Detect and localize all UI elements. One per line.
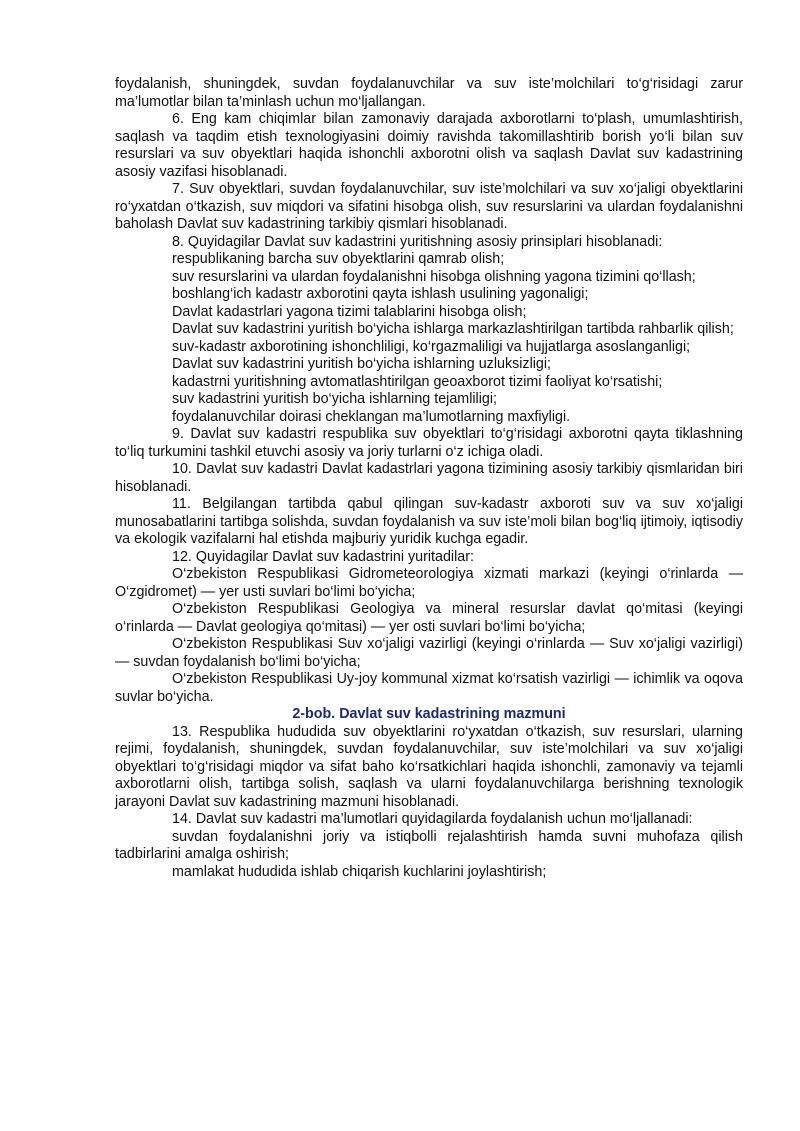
paragraph: 13. Respublika hududida suv obyektlarini ro‘yxatdan o‘tkazish, suv resurslari, ularning rejimi, foydalanish, shuningdek, suvdan foydalanuvchilar, suv iste’molchilari va suv xo‘jaligi obyektlari to‘g‘risidagi miqdor va sifat baho ko‘rsatkichlari haqida ishonchli, zamonaviy va tejamli axborotlarni olish, tartibga solish, saqlash va ularni foydalanuvchilarga berishning texnologik jarayoni Davlat suv kadastrining mazmuni hisoblanadi. [115,723,743,810]
paragraph: respublikaning barcha suv obyektlarini qamrab olish; [172,251,505,267]
paragraph: O‘zbekiston Respublikasi Suv xo‘jaligi vazirligi (keyingi o‘rinlarda — Suv xo‘jaligi vazirligi) — suvdan foydalanish bo‘limi bo‘yicha; [115,636,743,670]
paragraph: 11. Belgilangan tartibda qabul qilingan suv-kadastr axboroti suv va suv xo‘jaligi munosabatlarini tartibga solishda, suvdan foydalanish va suv iste’moli bilan bog‘liq ijtimoiy, iqtisodiy va ekologik vazifalarni hal etishda majburiy yuridik kuchga egadir. [115,496,743,547]
paragraph: 8. Quyidagilar Davlat suv kadastrini yuritishning asosiy prinsiplari hisoblanadi: [172,233,663,250]
paragraph: Davlat kadastrlari yagona tizimi talablarini hisobga olish; [172,303,527,320]
paragraph: 7. Suv obyektlari, suvdan foydalanuvchilar, suv iste’molchilari va suv xo‘jaligi obyektlarini ro‘yxatdan o‘tkazish, suv miqdori va sifatini hisobga olish, suv resurslarini va ulardan foydalanishni baholash Davlat suv kadastrining tarkibiy qismlari hisoblanadi. [115,181,743,232]
paragraph: mamlakat hududida ishlab chiqarish kuchlarini joylashtirish; [172,863,547,880]
paragraph: Davlat suv kadastrini yuritish bo‘yicha ishlarning uzluksizligi; [172,356,552,372]
paragraph: 12. Quyidagilar Davlat suv kadastrini yuritadilar: [172,548,474,565]
paragraph: 14. Davlat suv kadastri ma’lumotlari quyidagilarda foydalanish uchun mo‘ljallanadi: [172,811,693,827]
paragraph: foydalanuvchilar doirasi cheklangan ma’lumotlarning maxfiyligi. [172,408,571,425]
paragraph: suv kadastrini yuritish bo‘yicha ishlarning tejamliligi; [172,391,497,407]
paragraph: suv resurslarini va ulardan foydalanishni hisobga olishning yagona tizimini qo‘llash; [172,268,696,285]
paragraph: O‘zbekiston Respublikasi Uy-joy kommunal xizmat ko‘rsatish vazirligi — ichimlik va oqova suvlar bo‘yicha. [115,671,743,705]
paragraph: 6. Eng kam chiqimlar bilan zamonaviy darajada axborotlarni to‘plash, umumlashtirish, saqlash va taqdim etish texnologiyasini doimiy ravishda takomillashtirib borish yo‘li bilan suv resurslari va suv obyektlari haqida ishonchli axborotni olish va saqlash Davlat suv kadastrining asosiy vazifasi hisoblanadi. [115,111,743,180]
paragraph: 10. Davlat suv kadastri Davlat kadastrlari yagona tizimining asosiy tarkibiy qismlaridan biri hisoblanadi. [115,461,743,495]
section-heading: 2-bob. Davlat suv kadastrining mazmuni [292,706,566,722]
paragraph: Davlat suv kadastrini yuritish bo‘yicha ishlarga markazlashtirilgan tartibda rahbarlik qilish; [172,321,734,337]
paragraph: kadastrni yuritishning avtomatlashtirilgan geoaxborot tizimi faoliyat ko‘rsatishi; [172,373,663,390]
paragraph: suvdan foydalanishni joriy va istiqbolli rejalashtirish hamda suvni muhofaza qilish tadbirlarini amalga oshirish; [115,828,743,862]
document-page [115,76,743,881]
paragraph: foydalanish, shuningdek, suvdan foydalanuvchilar va suv iste’molchilari to‘g‘risidagi zarur ma’lumotlar bilan ta’minlash uchun mo‘ljallangan. [115,76,743,110]
paragraphs-before-heading [115,76,743,706]
paragraph: 9. Davlat suv kadastri respublika suv obyektlari to‘g‘risidagi axborotni qayta tiklashning to‘liq turkumini tashkil etuvchi asosiy va joriy turlarni o‘z ichiga oladi. [115,426,743,460]
paragraph: O‘zbekiston Respublikasi Geologiya va mineral resurslar davlat qo‘mitasi (keyingi o‘rinlarda — Davlat geologiya qo‘mitasi) — yer osti suvlari bo‘limi bo‘yicha; [115,601,743,635]
paragraphs-after-heading [115,724,743,882]
paragraph: suv-kadastr axborotining ishonchliligi, ko‘rgazmaliligi va hujjatlarga asoslanganligi; [172,338,691,355]
paragraph: boshlang‘ich kadastr axborotini qayta ishlash usulining yagonaligi; [172,286,589,302]
paragraph: O‘zbekiston Respublikasi Gidrometeorologiya xizmati markazi (keyingi o‘rinlarda — O‘zgidromet) — yer usti suvlari bo‘limi bo‘yicha; [115,566,743,600]
